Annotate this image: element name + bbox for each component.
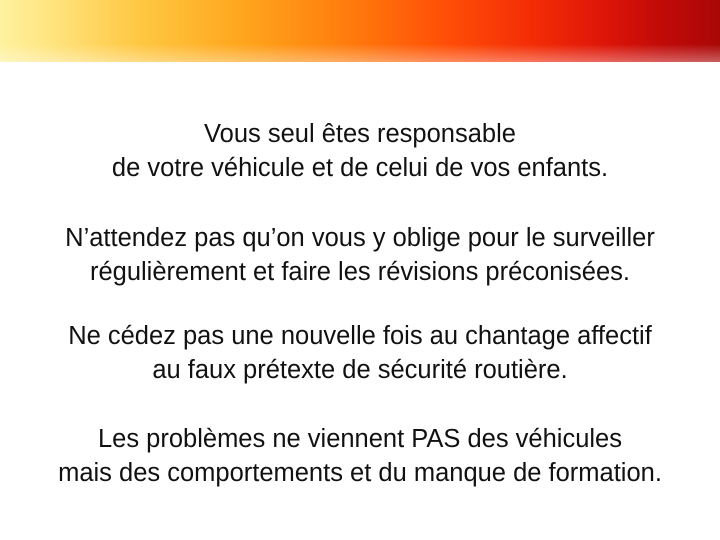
paragraph-line: Ne cédez pas une nouvelle fois au chantage affectif	[68, 322, 652, 350]
paragraph-maintenance	[0, 221, 720, 289]
paragraph-line: régulièrement et faire les révisions préconisées.	[89, 258, 630, 286]
paragraph-line: Les problèmes ne viennent PAS des véhicules	[97, 425, 622, 453]
paragraph-responsibility	[0, 117, 720, 185]
paragraph-line: au faux prétexte de sécurité routière.	[152, 356, 568, 384]
paragraph-behaviour-training	[0, 422, 720, 490]
paragraph-line: mais des comportements et du manque de formation.	[58, 459, 662, 487]
paragraph-line: de votre véhicule et de celui de vos enfants.	[111, 154, 609, 182]
paragraph-line: Vous seul êtes responsable	[204, 120, 516, 148]
paragraph-line: N’attendez pas qu’on vous y oblige pour le surveiller	[65, 224, 655, 252]
paragraph-affective-blackmail	[0, 319, 720, 387]
